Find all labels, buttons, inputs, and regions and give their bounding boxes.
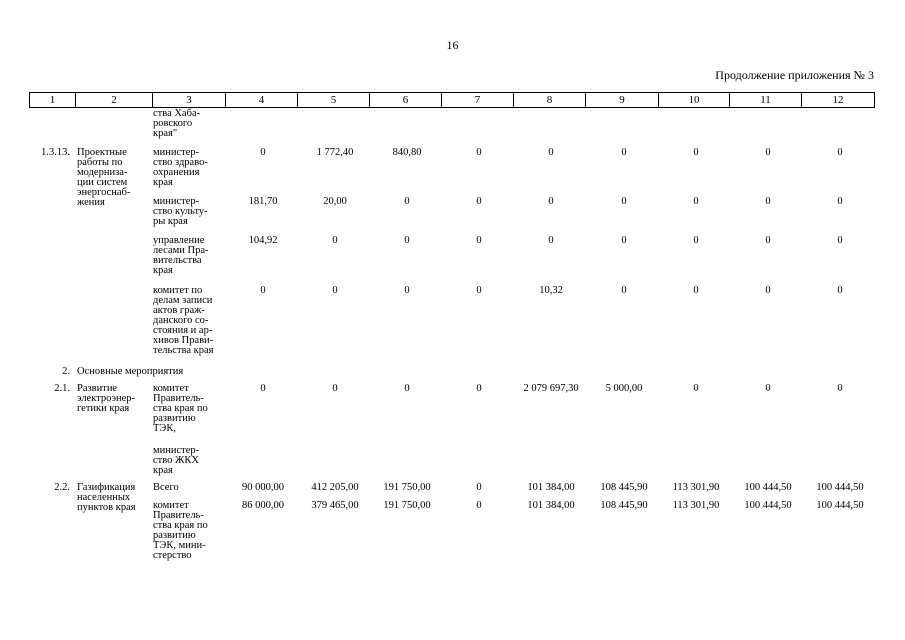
agency-name: комитет по bbox=[153, 285, 203, 296]
row-name: пунктов края bbox=[77, 502, 136, 513]
carryover-text: ровского bbox=[153, 118, 193, 129]
agency-name: ство ЖКХ bbox=[153, 455, 200, 466]
value-cell-col-9: 0 bbox=[621, 285, 627, 296]
header-cell: 8 bbox=[514, 93, 586, 108]
agency-name: комитет bbox=[153, 500, 189, 511]
value-cell-col-4: 86 000,00 bbox=[242, 500, 284, 511]
row-name: Газификация bbox=[77, 482, 136, 493]
value-cell-col-4: 0 bbox=[260, 383, 266, 394]
value-cell-col-10: 0 bbox=[693, 196, 699, 207]
value-cell-col-5: 0 bbox=[332, 383, 338, 394]
value-cell-col-12: 0 bbox=[837, 383, 843, 394]
agency-name: делам записи bbox=[153, 295, 213, 306]
agency-name: ства края по bbox=[153, 403, 208, 414]
value-cell-col-11: 0 bbox=[765, 235, 771, 246]
agency-name: лесами Пра- bbox=[153, 245, 209, 256]
agency-name: ство культу- bbox=[153, 206, 208, 217]
value-cell-col-8: 0 bbox=[548, 147, 554, 158]
agency-name: данского со- bbox=[153, 315, 209, 326]
agency-name: министер- bbox=[153, 445, 200, 456]
row-name: гетики края bbox=[77, 403, 130, 414]
value-cell-col-7: 0 bbox=[476, 235, 482, 246]
agency-name: развитию bbox=[153, 413, 196, 424]
row-name: Проектные bbox=[77, 147, 127, 158]
row-name: модерниза- bbox=[77, 167, 128, 178]
header-cell: 2 bbox=[76, 93, 153, 108]
value-cell-col-10: 0 bbox=[693, 285, 699, 296]
value-cell-col-10: 0 bbox=[693, 235, 699, 246]
row-code: 1.3.13. bbox=[41, 147, 70, 158]
value-cell-col-12: 100 444,50 bbox=[816, 482, 864, 493]
row-name: Основные мероприятия bbox=[77, 366, 184, 377]
agency-name: комитет bbox=[153, 383, 189, 394]
row-code: 2. bbox=[62, 366, 70, 377]
value-cell-col-9: 5 000,00 bbox=[605, 383, 643, 394]
value-cell-col-9: 0 bbox=[621, 196, 627, 207]
value-cell-col-6: 0 bbox=[404, 196, 410, 207]
value-cell-col-7: 0 bbox=[476, 482, 482, 493]
agency-name: охранения bbox=[153, 167, 200, 178]
value-cell-col-11: 0 bbox=[765, 147, 771, 158]
header-cell: 9 bbox=[586, 93, 659, 108]
value-cell-col-6: 0 bbox=[404, 285, 410, 296]
value-cell-col-4: 0 bbox=[260, 147, 266, 158]
value-cell-col-12: 100 444,50 bbox=[816, 500, 864, 511]
agency-name: края bbox=[153, 177, 173, 188]
header-cell: 7 bbox=[442, 93, 514, 108]
value-cell-col-5: 379 465,00 bbox=[311, 500, 359, 511]
value-cell-col-11: 0 bbox=[765, 196, 771, 207]
row-name: работы по bbox=[77, 157, 123, 168]
value-cell-col-8: 0 bbox=[548, 196, 554, 207]
agency-name: актов граж- bbox=[153, 305, 205, 316]
value-cell-col-8: 2 079 697,30 bbox=[523, 383, 579, 394]
value-cell-col-8: 101 384,00 bbox=[527, 482, 575, 493]
value-cell-col-9: 0 bbox=[621, 147, 627, 158]
value-cell-col-5: 412 205,00 bbox=[311, 482, 359, 493]
value-cell-col-5: 20,00 bbox=[323, 196, 347, 207]
agency-name: развитию bbox=[153, 530, 196, 541]
value-cell-col-5: 0 bbox=[332, 285, 338, 296]
row-code: 2.2. bbox=[54, 482, 70, 493]
agency-name: управление bbox=[153, 235, 205, 246]
column-number-header bbox=[29, 92, 875, 108]
value-cell-col-10: 113 301,90 bbox=[672, 500, 720, 511]
agency-name: ТЭК, мини- bbox=[153, 540, 206, 551]
value-cell-col-7: 0 bbox=[476, 196, 482, 207]
agency-name: края bbox=[153, 465, 173, 476]
row-name: населенных bbox=[77, 492, 131, 503]
carryover-text: края" bbox=[153, 128, 178, 139]
value-cell-col-9: 108 445,90 bbox=[600, 482, 648, 493]
value-cell-col-4: 90 000,00 bbox=[242, 482, 284, 493]
row-name: Развитие bbox=[77, 383, 118, 394]
agency-name: министер- bbox=[153, 196, 200, 207]
value-cell-col-10: 0 bbox=[693, 147, 699, 158]
value-cell-col-12: 0 bbox=[837, 285, 843, 296]
header-cell: 11 bbox=[730, 93, 802, 108]
agency-name: ТЭК, bbox=[153, 423, 176, 434]
header-cell: 4 bbox=[226, 93, 298, 108]
row-name: ции систем bbox=[77, 177, 128, 188]
value-cell-col-7: 0 bbox=[476, 500, 482, 511]
agency-name: Правитель- bbox=[153, 510, 204, 521]
value-cell-col-12: 0 bbox=[837, 235, 843, 246]
value-cell-col-5: 0 bbox=[332, 235, 338, 246]
page-number: 16 bbox=[446, 38, 459, 52]
value-cell-col-8: 10,32 bbox=[539, 285, 563, 296]
value-cell-col-12: 0 bbox=[837, 196, 843, 207]
value-cell-col-6: 0 bbox=[404, 383, 410, 394]
value-cell-col-6: 840,80 bbox=[392, 147, 422, 158]
agency-name: хивов Прави- bbox=[153, 335, 214, 346]
agency-name: ство здраво- bbox=[153, 157, 208, 168]
agency-name: края bbox=[153, 265, 173, 276]
value-cell-col-8: 0 bbox=[548, 235, 554, 246]
value-cell-col-6: 191 750,00 bbox=[383, 500, 431, 511]
row-code: 2.1. bbox=[54, 383, 70, 394]
row-name: электроэнер- bbox=[77, 393, 136, 404]
value-cell-col-11: 100 444,50 bbox=[744, 482, 792, 493]
value-cell-col-4: 181,70 bbox=[248, 196, 278, 207]
value-cell-col-4: 104,92 bbox=[248, 235, 278, 246]
row-name: энергоснаб- bbox=[77, 187, 131, 198]
header-cell: 5 bbox=[298, 93, 370, 108]
value-cell-col-10: 0 bbox=[693, 383, 699, 394]
header-cell: 12 bbox=[802, 93, 875, 108]
agency-name: стояния и ар- bbox=[153, 325, 213, 336]
value-cell-col-11: 0 bbox=[765, 285, 771, 296]
agency-name: ства края по bbox=[153, 520, 208, 531]
agency-name: Всего bbox=[153, 482, 179, 493]
value-cell-col-5: 1 772,40 bbox=[316, 147, 354, 158]
agency-name: ры края bbox=[153, 216, 188, 227]
value-cell-col-8: 101 384,00 bbox=[527, 500, 575, 511]
value-cell-col-11: 100 444,50 bbox=[744, 500, 792, 511]
value-cell-col-7: 0 bbox=[476, 285, 482, 296]
agency-name: вительства bbox=[153, 255, 202, 266]
header-cell: 10 bbox=[659, 93, 730, 108]
value-cell-col-4: 0 bbox=[260, 285, 266, 296]
value-cell-col-6: 0 bbox=[404, 235, 410, 246]
value-cell-col-11: 0 bbox=[765, 383, 771, 394]
value-cell-col-7: 0 bbox=[476, 147, 482, 158]
header-cell: 3 bbox=[153, 93, 226, 108]
agency-name: тельства края bbox=[153, 345, 214, 356]
row-name: жения bbox=[77, 197, 105, 208]
value-cell-col-12: 0 bbox=[837, 147, 843, 158]
value-cell-col-6: 191 750,00 bbox=[383, 482, 431, 493]
agency-name: стерство bbox=[153, 550, 192, 561]
carryover-text: ства Хаба- bbox=[153, 108, 201, 119]
value-cell-col-10: 113 301,90 bbox=[672, 482, 720, 493]
header-cell: 6 bbox=[370, 93, 442, 108]
value-cell-col-9: 108 445,90 bbox=[600, 500, 648, 511]
agency-name: Правитель- bbox=[153, 393, 204, 404]
value-cell-col-9: 0 bbox=[621, 235, 627, 246]
appendix-continuation: Продолжение приложения № 3 bbox=[715, 68, 874, 82]
header-cell: 1 bbox=[30, 93, 76, 108]
agency-name: министер- bbox=[153, 147, 200, 158]
value-cell-col-7: 0 bbox=[476, 383, 482, 394]
